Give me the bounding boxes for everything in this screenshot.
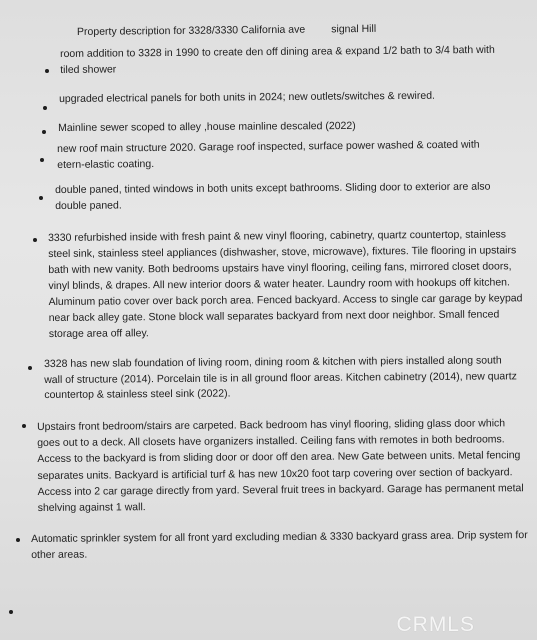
document-title-line [77, 23, 376, 38]
document-location: signal Hill [331, 22, 377, 36]
bullet-icon [42, 130, 46, 134]
bullet-icon [45, 69, 49, 73]
bullet-icon [16, 538, 20, 542]
bullet-icon [9, 610, 13, 614]
bullet-icon [43, 106, 47, 110]
bullet-icon [40, 158, 44, 162]
list-item: Automatic sprinkler system for all front yard excluding median & 3330 backyard grass area. Drip system for other areas. [31, 529, 528, 561]
list-item: 3330 refurbished inside with fresh paint & new vinyl flooring, cabinetry, quartz countertop, stainless steel sink, stainless steel appliances (dishwasher, stove, microwave), fixtures. Tile flooring in upstairs bath with new vanity. Both bedrooms upstairs have vinyl flooring, ceiling fans, mirrored closet doors, vinyl blinds, & drapes. All new interior doors & water heater. Laundry room with hookups off kitchen. Aluminum patio cover over back porch area. Fenced backyard. Access to single car garage by keypad near back alley gate. Stone block wall separates backyard from next door neighbor. Small fenced storage area off alley. [48, 228, 523, 340]
bullet-icon [22, 424, 26, 428]
watermark-logo: CRMLS [396, 613, 475, 636]
document-title: Property description for 3328/3330 California ave [76, 23, 306, 38]
list-item: double paned, tinted windows in both units except bathrooms. Sliding door to exterior are also double paned. [55, 180, 491, 212]
bullet-icon [33, 238, 37, 242]
bullet-icon [28, 366, 32, 370]
list-item: room addition to 3328 in 1990 to create den off dining area & expand 1/2 bath to 3/4 bath with tiled shower [60, 43, 495, 76]
list-item: Mainline sewer scoped to alley ,house mainline descaled (2022) [58, 119, 356, 134]
list-item: 3328 has new slab foundation of living room, dining room & kitchen with piers installed along south wall of structure (2014). Porcelain tile is in all ground floor areas. Kitchen cabinetry (2014), new quartz countertop & stainless steel sink (2022). [44, 354, 517, 401]
list-item: Upstairs front bedroom/stairs are carpeted. Back bedroom has vinyl flooring, sliding glass door which goes out to a deck. All closets have organizers installed. Ceiling fans with remotes in both bedrooms. Access to the backyard is from sliding door or door off den area. New Gate between units. Metal fencing separates units. Backyard is artificial turf & has new 10x20 foot tarp covering over section of backyard. Access into 2 car garage directly from yard. Several fruit trees in backyard. Garage has permanent metal shelving against 1 wall. [37, 417, 524, 515]
list-item: new roof main structure 2020. Garage roof inspected, surface power washed & coated with etern-elastic coating. [57, 138, 480, 171]
list-item: upgraded electrical panels for both units in 2024; new outlets/switches & rewired. [59, 89, 435, 105]
bullet-icon [39, 196, 43, 200]
